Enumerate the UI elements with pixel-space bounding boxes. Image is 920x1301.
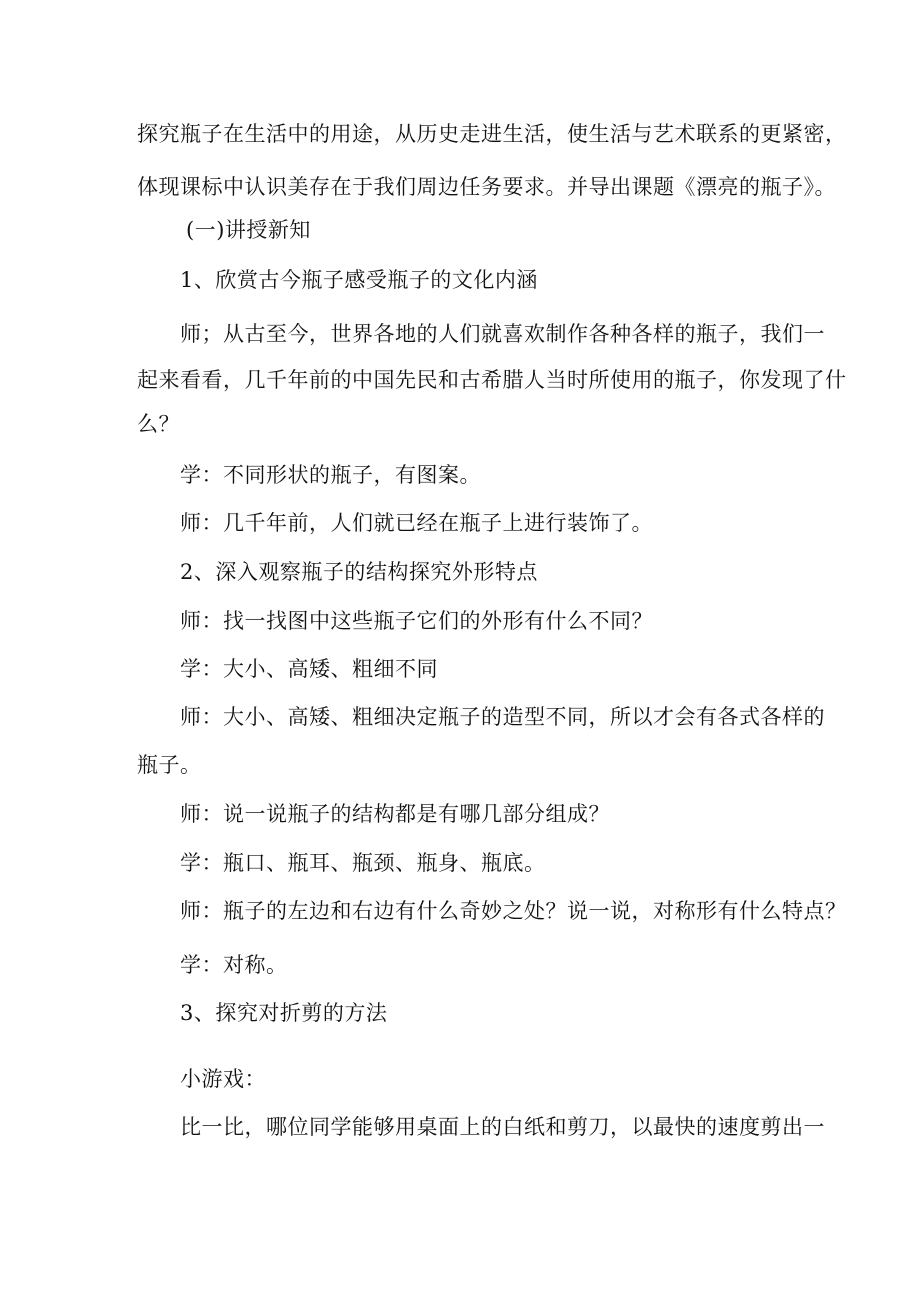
subsection-heading: 1、欣赏古今瓶子感受瓶子的文化内涵 bbox=[180, 268, 538, 292]
text-line: 小游戏： bbox=[180, 1067, 266, 1091]
subsection-heading: 3、探究对折剪的方法 bbox=[180, 1001, 388, 1025]
text-line: 探究瓶子在生活中的用途，从历史走进生活，使生活与艺术联系的更紧密， bbox=[137, 122, 847, 146]
text-line: 么？ bbox=[137, 412, 180, 436]
text-line: 学：对称。 bbox=[180, 953, 288, 977]
text-line: 师：说一说瓶子的结构都是有哪几部分组成？ bbox=[180, 802, 610, 826]
text-line: 学：大小、高矮、粗细不同 bbox=[180, 657, 438, 681]
text-line: 体现课标中认识美存在于我们周边任务要求。并导出课题《漂亮的瓶子》。 bbox=[137, 175, 836, 199]
text-line: 师：几千年前，人们就已经在瓶子上进行装饰了。 bbox=[180, 511, 653, 535]
text-line: 瓶子。 bbox=[137, 753, 202, 777]
text-line: 学：瓶口、瓶耳、瓶颈、瓶身、瓶底。 bbox=[180, 851, 546, 875]
text-line: 师：找一找图中这些瓶子它们的外形有什么不同？ bbox=[180, 609, 653, 633]
text-line: 师；从古至今，世界各地的人们就喜欢制作各种各样的瓶子，我们一 bbox=[180, 322, 825, 346]
text-line: 师：大小、高矮、粗细决定瓶子的造型不同，所以才会有各式各样的 bbox=[180, 705, 825, 729]
text-line: 学：不同形状的瓶子，有图案。 bbox=[180, 463, 481, 487]
subsection-heading: 2、深入观察瓶子的结构探究外形特点 bbox=[180, 560, 538, 584]
section-heading: (一)讲授新知 bbox=[186, 218, 311, 242]
text-line: 比一比，哪位同学能够用桌面上的白纸和剪刀，以最快的速度剪出一 bbox=[180, 1115, 825, 1139]
text-line: 师：瓶子的左边和右边有什么奇妙之处？说一说，对称形有什么特点？ bbox=[180, 899, 847, 923]
text-line: 起来看看，几千年前的中国先民和古希腊人当时所使用的瓶子，你发现了什 bbox=[137, 368, 847, 392]
